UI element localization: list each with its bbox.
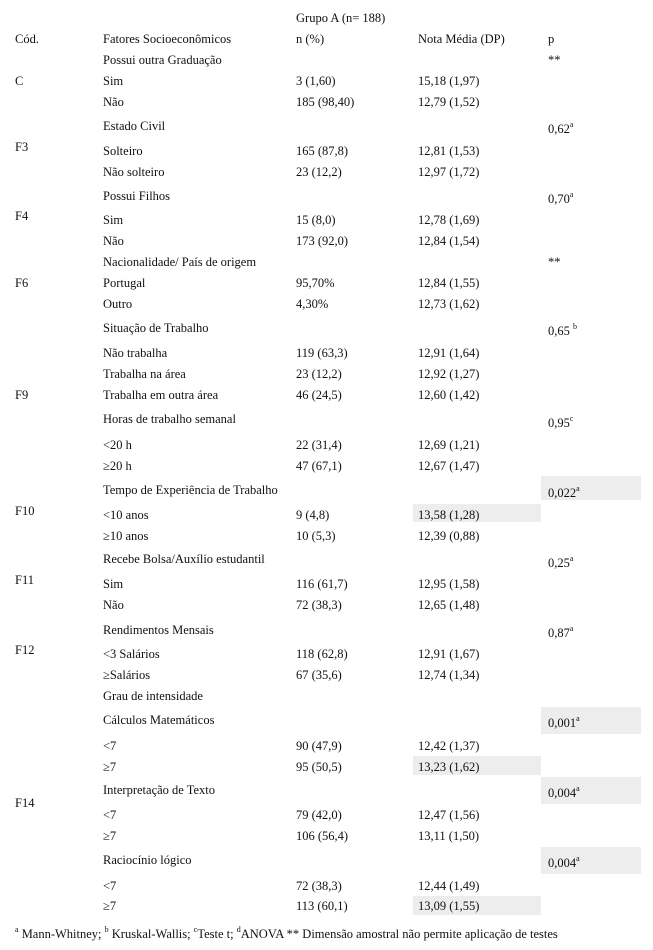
factor-label: Estado Civil <box>103 119 166 133</box>
factor-label: Recebe Bolsa/Auxílio estudantil <box>103 552 265 566</box>
category-label: Portugal <box>103 276 146 290</box>
mean-value: 12,74 (1,34) <box>418 668 480 682</box>
n-value: 95 (50,5) <box>296 760 342 774</box>
factor-label: Tempo de Experiência de Trabalho <box>103 483 278 497</box>
n-value: 79 (42,0) <box>296 808 342 822</box>
n-value: 47 (67,1) <box>296 459 342 473</box>
category-label: ≥Salários <box>103 668 151 682</box>
mean-value: 12,95 (1,58) <box>418 577 480 591</box>
mean-value: 12,84 (1,54) <box>418 234 480 248</box>
n-value: 173 (92,0) <box>296 234 349 248</box>
n-value: 106 (56,4) <box>296 829 349 843</box>
mean-value: 12,69 (1,21) <box>418 438 480 452</box>
n-value: 165 (87,8) <box>296 144 349 158</box>
p-value: 0,25$^a$ <box>548 553 574 570</box>
category-label: ≥7 <box>103 899 117 913</box>
category-label: Sim <box>103 213 124 227</box>
category-label: Solteiro <box>103 144 143 158</box>
mean-value: 12,67 (1,47) <box>418 459 480 473</box>
category-label: ≥7 <box>103 760 117 774</box>
category-label: <7 <box>103 808 117 822</box>
p-value: 0,022$^a$ <box>548 483 580 500</box>
n-value: 72 (38,3) <box>296 598 342 612</box>
factor-label: Rendimentos Mensais <box>103 623 214 637</box>
category-label: Sim <box>103 577 124 591</box>
factor-label: Grau de intensidade <box>103 689 203 703</box>
p-value: 0,001$^a$ <box>548 713 580 730</box>
mean-value: 12,91 (1,67) <box>418 647 480 661</box>
n-value: 113 (60,1) <box>296 899 348 913</box>
col-header-n: n (%) <box>296 32 325 46</box>
n-value: 118 (62,8) <box>296 647 348 661</box>
category-label: Sim <box>103 74 124 88</box>
p-value: 0,62$^a$ <box>548 119 574 136</box>
category-label: Não <box>103 598 124 612</box>
category-label: Não trabalha <box>103 346 168 360</box>
mean-value: 13,11 (1,50) <box>418 829 479 843</box>
p-value: ** <box>548 255 561 269</box>
mean-value: 15,18 (1,97) <box>418 74 480 88</box>
subfactor-label: Interpretação de Texto <box>103 783 216 797</box>
n-value: 4,30% <box>296 297 329 311</box>
col-header-mean: Nota Média (DP) <box>418 32 505 46</box>
p-value: 0,004$^a$ <box>548 783 580 800</box>
group-header: Grupo A (n= 188) <box>296 11 386 25</box>
n-value: 3 (1,60) <box>296 74 336 88</box>
n-value: 46 (24,5) <box>296 388 342 402</box>
factor-label: Situação de Trabalho <box>103 321 209 335</box>
mean-value: 12,65 (1,48) <box>418 598 480 612</box>
code-f3: F3 <box>15 140 29 154</box>
category-label: <3 Salários <box>103 647 160 661</box>
factor-label: Horas de trabalho semanal <box>103 412 236 426</box>
category-label: <20 h <box>103 438 132 452</box>
code-f9: F9 <box>15 388 29 402</box>
mean-value: 12,47 (1,56) <box>418 808 480 822</box>
code-f12: F12 <box>15 643 35 657</box>
category-label: <7 <box>103 739 117 753</box>
p-value: 0,95$^c$ <box>548 413 574 430</box>
n-value: 185 (98,40) <box>296 95 355 109</box>
mean-value: 12,84 (1,55) <box>418 276 480 290</box>
mean-value: 12,79 (1,52) <box>418 95 480 109</box>
n-value: 9 (4,8) <box>296 508 330 522</box>
footnote: $^a$ Mann-Whitney; $^b$ Kruskal-Wallis; $^c$Teste t; $^d$ANOVA ** Dimensão amostral não permite aplicação de testes <box>15 924 558 941</box>
p-value: 0,65 $^b$ <box>548 321 577 338</box>
mean-value: 12,81 (1,53) <box>418 144 480 158</box>
mean-value: 13,58 (1,28) <box>418 508 480 522</box>
n-value: 23 (12,2) <box>296 367 342 381</box>
category-label: <10 anos <box>103 508 149 522</box>
category-label: <7 <box>103 879 117 893</box>
p-value: 0,70$^a$ <box>548 189 574 206</box>
n-value: 23 (12,2) <box>296 165 342 179</box>
n-value: 72 (38,3) <box>296 879 342 893</box>
category-label: ≥10 anos <box>103 529 149 543</box>
category-label: ≥20 h <box>103 459 132 473</box>
mean-value: 12,78 (1,69) <box>418 213 480 227</box>
mean-value: 12,91 (1,64) <box>418 346 480 360</box>
category-label: Não <box>103 95 124 109</box>
factor-label: Possui Filhos <box>103 189 171 203</box>
n-value: 119 (63,3) <box>296 346 348 360</box>
category-label: Trabalha na área <box>103 367 186 381</box>
mean-value: 12,44 (1,49) <box>418 879 480 893</box>
p-value: ** <box>548 53 561 67</box>
n-value: 116 (61,7) <box>296 577 348 591</box>
code-f6: F6 <box>15 276 29 290</box>
mean-value: 12,39 (0,88) <box>418 529 480 543</box>
p-value: 0,004$^a$ <box>548 853 580 870</box>
code-f10: F10 <box>15 504 35 518</box>
col-header-p: p <box>548 32 555 46</box>
n-value: 67 (35,6) <box>296 668 342 682</box>
factor-label: Possui outra Graduação <box>103 53 222 67</box>
category-label: Trabalha em outra área <box>103 388 219 402</box>
code-c: C <box>15 74 24 88</box>
mean-value: 12,42 (1,37) <box>418 739 480 753</box>
code-f4: F4 <box>15 209 29 223</box>
mean-value: 12,73 (1,62) <box>418 297 480 311</box>
category-label: Não <box>103 234 124 248</box>
n-value: 90 (47,9) <box>296 739 342 753</box>
mean-value: 13,09 (1,55) <box>418 899 480 913</box>
category-label: Não solteiro <box>103 165 165 179</box>
subfactor-label: Cálculos Matemáticos <box>103 713 215 727</box>
code-f11: F11 <box>15 573 34 587</box>
subfactor-label: Raciocínio lógico <box>103 853 192 867</box>
col-header-cod: Cód. <box>15 32 39 46</box>
category-label: ≥7 <box>103 829 117 843</box>
factor-label: Nacionalidade/ País de origem <box>103 255 257 269</box>
p-value: 0,87$^a$ <box>548 623 574 640</box>
code-f14: F14 <box>15 796 35 810</box>
n-value: 95,70% <box>296 276 335 290</box>
mean-value: 12,60 (1,42) <box>418 388 480 402</box>
mean-value: 12,97 (1,72) <box>418 165 480 179</box>
n-value: 10 (5,3) <box>296 529 336 543</box>
category-label: Outro <box>103 297 133 311</box>
mean-value: 13,23 (1,62) <box>418 760 480 774</box>
mean-value: 12,92 (1,27) <box>418 367 480 381</box>
col-header-factors: Fatores Socioeconômicos <box>103 32 232 46</box>
n-value: 15 (8,0) <box>296 213 336 227</box>
n-value: 22 (31,4) <box>296 438 342 452</box>
